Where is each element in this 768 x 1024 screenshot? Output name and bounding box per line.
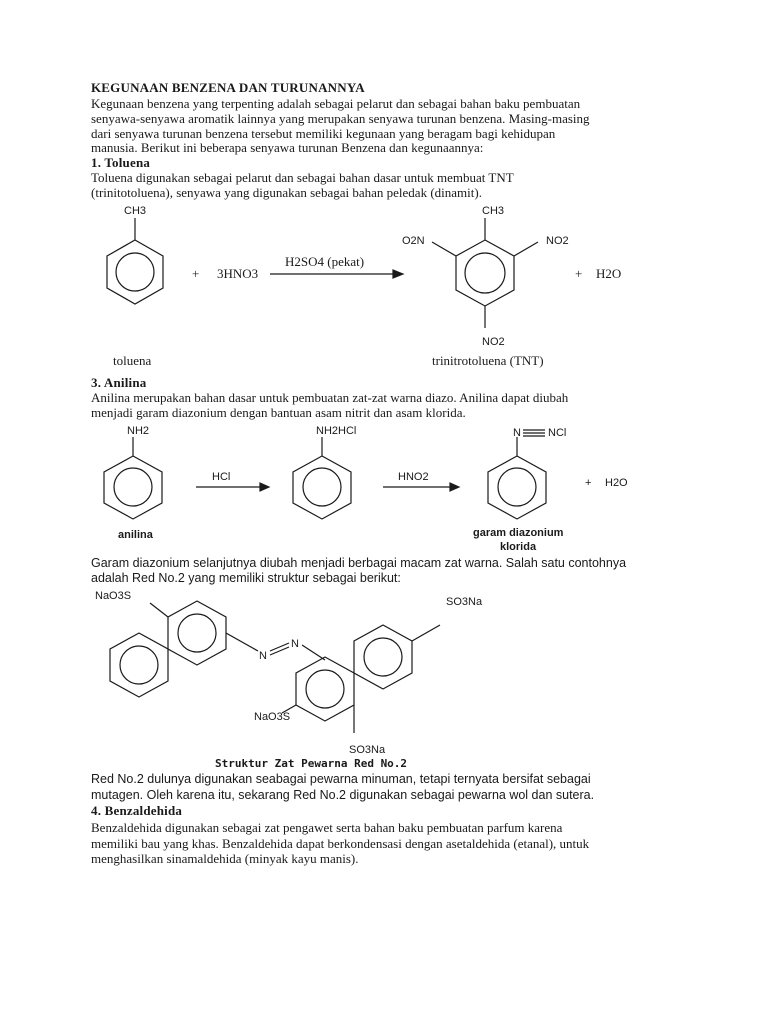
tnt-label: trinitrotoluena (TNT)	[432, 353, 544, 368]
red-no2-structure	[0, 585, 768, 770]
diazo-text-line: Garam diazonium selanjutnya diubah menjadi berbagai macam zat warna. Salah satu contohnya	[91, 556, 627, 570]
toluena-reaction-diagram	[0, 198, 768, 373]
naphthalene-left-ring-top	[168, 601, 226, 665]
aniline-label: anilina	[118, 529, 153, 541]
plus-sign: +	[585, 477, 592, 489]
page-title: KEGUNAAN BENZENA DAN TURUNANNYA	[91, 80, 365, 95]
plus-sign: +	[192, 266, 200, 281]
intro-line: dari senyawa turunan benzena tersebut memiliki kegunaan yang beragam bagi kehidupan	[91, 126, 556, 141]
naphthalene-right-ring-lower	[296, 657, 354, 721]
section-heading-anilina: 3. Anilina	[91, 375, 147, 390]
intro-line: senyawa-senyawa aromatik lainnya yang merupakan senyawa turunan benzena. Masing-masing	[91, 111, 590, 126]
tnt-no2-left: O2N	[402, 235, 425, 247]
benzaldehida-text-line: Benzaldehida digunakan sebagai zat pengawet serta bahan baku pembuatan parfum karena	[91, 820, 563, 835]
diazonium-n-label: N	[513, 427, 521, 439]
diazonium-label-line2: klorida	[500, 541, 537, 553]
diazo-text-line: adalah Red No.2 yang memiliki struktur sebagai berikut:	[91, 571, 401, 585]
anilina-text-line: Anilina merupakan bahan dasar untuk pembuatan zat-zat warna diazo. Anilina dapat diubah	[91, 390, 569, 405]
so3na-mid-left: NaO3S	[254, 711, 291, 723]
so3na-top-right: SO3Na	[446, 596, 483, 608]
anilinium-label: NH2HCl	[316, 425, 357, 437]
toluene-benzene-ring	[107, 218, 163, 304]
anilinium-benzene-ring	[293, 437, 351, 519]
azo-n1: N	[259, 650, 267, 662]
section-heading-toluena: 1. Toluena	[91, 155, 151, 170]
red-no2-caption: Struktur Zat Pewarna Red No.2	[215, 757, 408, 770]
diazonium-benzene-ring	[488, 430, 546, 519]
tnt-no2-right: NO2	[546, 235, 569, 247]
intro-line: manusia. Berikut ini beberapa senyawa turunan Benzena dan kegunaannya:	[91, 140, 484, 155]
red-no2-text-line: Red No.2 dulunya digunakan seabagai pewarna minuman, tetapi ternyata bersifat sebagai	[91, 772, 591, 786]
reaction-arrow	[196, 483, 269, 491]
reagent-hno3: 3HNO3	[217, 266, 259, 281]
water-label: H2O	[596, 266, 622, 281]
diazonium-ncl-label: NCl	[548, 427, 567, 439]
anilina-text-line: menjadi garam diazonium dengan bantuan asam nitrit dan asam klorida.	[91, 405, 466, 420]
intro-line: Kegunaan benzena yang terpenting adalah sebagai pelarut dan sebagai bahan baku pembuatan	[91, 96, 581, 111]
section-heading-benzaldehida: 4. Benzaldehida	[91, 803, 183, 818]
toluene-methyl-label: CH3	[124, 205, 147, 217]
toluena-text-line: Toluena digunakan sebagai pelarut dan sebagai bahan dasar untuk membuat TNT	[91, 170, 514, 185]
naphthalene-right-ring-upper	[354, 625, 412, 689]
so3na-top-left: NaO3S	[95, 590, 132, 602]
reaction-arrow	[270, 270, 403, 278]
azo-n2: N	[291, 638, 299, 650]
tnt-no2-bottom: NO2	[482, 336, 505, 348]
diazonium-label: garam diazonium	[473, 527, 564, 539]
aniline-benzene-ring	[104, 437, 162, 519]
tnt-methyl-label: CH3	[482, 205, 505, 217]
aniline-nh2-label: NH2	[127, 425, 150, 437]
toluena-text-line: (trinitotoluena), senyawa yang digunakan sebagai bahan peledak (dinamit).	[91, 185, 482, 200]
reagent-hcl: HCl	[212, 471, 231, 483]
benzaldehida-text-line: menghasilkan sinamaldehida (minyak kayu manis).	[91, 851, 359, 866]
anilina-reaction-diagram	[0, 420, 768, 555]
reaction-condition: H2SO4 (pekat)	[285, 254, 365, 269]
plus-sign: +	[575, 266, 583, 281]
water-label: H2O	[605, 477, 628, 489]
benzaldehida-text-line: memiliki bau yang khas. Benzaldehida dapat berkondensasi dengan asetaldehida (etanal), untuk	[91, 836, 590, 851]
reagent-hno2: HNO2	[398, 471, 429, 483]
so3na-bottom: SO3Na	[349, 744, 386, 756]
naphthalene-left-ring-bottom	[110, 633, 168, 697]
tnt-benzene-ring	[432, 218, 538, 328]
red-no2-text-line: mutagen. Oleh karena itu, sekarang Red No.2 digunakan sebagai pewarna wol dan sutera.	[91, 788, 595, 802]
reaction-arrow	[383, 483, 459, 491]
toluene-label: toluena	[113, 353, 152, 368]
